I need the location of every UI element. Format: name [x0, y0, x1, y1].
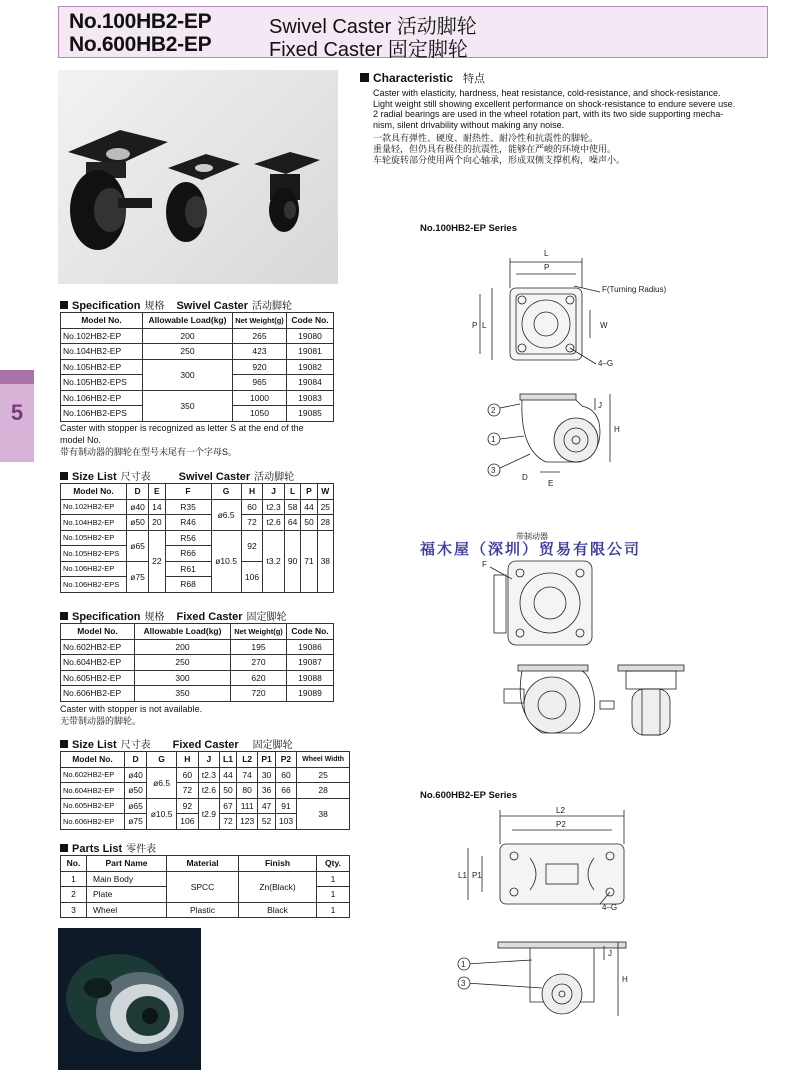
- table-cell: ø50: [127, 515, 149, 531]
- table-cell: 123: [236, 814, 258, 830]
- table-cell: R56: [165, 530, 211, 546]
- label-turning-radius: F(Turning Radius): [602, 285, 667, 294]
- table-row: [61, 499, 334, 515]
- table-cell: 2: [61, 887, 87, 903]
- series1-title: No.100HB2-EP Series: [420, 223, 517, 234]
- label-4G-fixed: 4–G: [602, 903, 618, 912]
- spec-swivel-title-cn: 规格: [144, 301, 165, 312]
- table-cell: t2.6: [198, 783, 220, 799]
- table-cell: 90: [284, 530, 300, 592]
- characteristic-title: [360, 70, 485, 86]
- table-header: Wheel Width: [297, 752, 350, 768]
- table-cell: 200: [135, 639, 231, 655]
- table-cell: 71: [301, 530, 317, 592]
- table-cell: Plastic: [167, 902, 239, 918]
- table-cell: 423: [233, 344, 287, 360]
- spec-swivel-sub-cn: 活动脚轮: [252, 301, 293, 312]
- table-cell: ø10.5: [147, 798, 177, 829]
- table-cell: 14: [149, 499, 165, 515]
- table-cell: 250: [143, 344, 233, 360]
- spec-fixed-title-text: Specification: [72, 611, 141, 623]
- table-row: [61, 515, 334, 531]
- table-cell: ø50: [125, 783, 147, 799]
- parts-table: [60, 855, 350, 918]
- dim-L1: L1: [458, 871, 467, 880]
- table-cell: 74: [236, 767, 258, 783]
- table-cell: 270: [231, 655, 287, 671]
- table-cell: 72: [177, 783, 199, 799]
- table-cell: 350: [143, 390, 233, 421]
- size-fixed-title-text: Size List: [72, 739, 117, 751]
- table-header: L1: [220, 752, 237, 768]
- table-cell: 19086: [287, 639, 334, 655]
- spec-fixed-table: [60, 623, 334, 702]
- characteristic-title-text: Characteristic: [373, 71, 454, 85]
- table-cell: 3: [61, 902, 87, 918]
- table-cell: 38: [297, 798, 350, 829]
- table-cell: 1050: [233, 406, 287, 422]
- table-cell: 92: [241, 530, 263, 561]
- dim-L-vertical: L: [482, 321, 487, 330]
- table-cell: No.106HB2-EPS: [61, 406, 143, 422]
- table-cell: 50: [220, 783, 237, 799]
- characteristic-cn-line: 一款具有弹性、硬度、耐热性、耐冷性和抗震性的脚轮。: [373, 133, 599, 144]
- chapter-tab-accent: [0, 370, 34, 384]
- table-header: H: [241, 484, 263, 500]
- size-swivel-sub: Swivel Caster: [178, 471, 251, 483]
- table-cell: R66: [165, 546, 211, 562]
- table-cell: 19088: [287, 670, 334, 686]
- table-cell: No.602HB2-EP: [61, 767, 125, 783]
- wheel-photo: [58, 928, 201, 1070]
- dim-J-fixed: J: [608, 949, 612, 958]
- table-cell: 1: [317, 902, 350, 918]
- table-cell: No.102HB2-EP: [61, 328, 143, 344]
- table-cell: 72: [220, 814, 237, 830]
- table-cell: No.104HB2-EP: [61, 344, 143, 360]
- spec-swivel-table: [60, 312, 334, 422]
- table-header: Model No.: [61, 484, 127, 500]
- note-line: 无带制动器的脚轮。: [60, 716, 142, 726]
- table-cell: 47: [258, 798, 275, 814]
- dim-H-fixed: H: [622, 975, 628, 984]
- series2-title: No.600HB2-EP Series: [420, 790, 517, 801]
- table-cell: No.106HB2-EP: [61, 561, 127, 577]
- table-row: [61, 344, 334, 360]
- table-header: Model No.: [61, 624, 135, 640]
- model-title-fixed: No.600HB2-EP: [69, 33, 212, 56]
- table-row: [61, 783, 350, 799]
- characteristic-text: [373, 88, 773, 165]
- table-header: P: [301, 484, 317, 500]
- table-header: E: [149, 484, 165, 500]
- table-cell: 1: [61, 871, 87, 887]
- table-header: No.: [61, 856, 87, 872]
- table-cell: 60: [275, 767, 297, 783]
- table-cell: 111: [236, 798, 258, 814]
- table-header: Model No.: [61, 752, 125, 768]
- callout-3: 3: [491, 466, 496, 475]
- table-header: G: [211, 484, 241, 500]
- size-fixed-title-cn: 尺寸表: [120, 740, 151, 751]
- table-cell: No.106HB2-EPS: [61, 577, 127, 593]
- title-banner: [58, 6, 768, 61]
- table-cell: 19085: [287, 406, 334, 422]
- table-header: G: [147, 752, 177, 768]
- table-cell: R35: [165, 499, 211, 515]
- table-cell: No.604HB2-EP: [61, 655, 135, 671]
- table-cell: 1: [317, 887, 350, 903]
- table-row: [61, 328, 334, 344]
- callout-3-fixed: 3: [461, 979, 466, 988]
- table-cell: 25: [297, 767, 350, 783]
- label-4G: 4–G: [598, 359, 614, 368]
- dim-F-stopper: F: [482, 560, 487, 569]
- wheel-photo-image: [58, 928, 201, 1070]
- table-cell: t2.3: [263, 499, 285, 515]
- table-header: Net Weight(g): [233, 313, 287, 329]
- table-cell: No.604HB2-EP: [61, 783, 125, 799]
- callout-1-fixed: 1: [461, 960, 466, 969]
- table-cell: 195: [231, 639, 287, 655]
- dim-L2: L2: [556, 806, 565, 815]
- dim-H: H: [614, 425, 620, 434]
- table-cell: 66: [275, 783, 297, 799]
- table-cell: R46: [165, 515, 211, 531]
- table-cell: 60: [241, 499, 263, 515]
- table-cell: 300: [135, 670, 231, 686]
- table-row: [61, 902, 350, 918]
- spec-fixed-note: [60, 703, 340, 727]
- table-cell: ø65: [125, 798, 147, 814]
- table-header: P1: [258, 752, 275, 768]
- spec-swivel-sub: Swivel Caster: [176, 300, 249, 312]
- characteristic-cn-line: 重量轻，但仍具有极佳的抗震性，能够在严峻的环境中使用。: [373, 143, 617, 154]
- table-row: [61, 670, 334, 686]
- product-photo: [58, 70, 338, 284]
- table-cell: 28: [317, 515, 333, 531]
- table-cell: 72: [241, 515, 263, 531]
- table-cell: 25: [317, 499, 333, 515]
- table-header: P2: [275, 752, 297, 768]
- fixed-drawing: [450, 804, 700, 1034]
- table-cell: 300: [143, 359, 233, 390]
- table-cell: 58: [284, 499, 300, 515]
- spec-fixed-title-cn: 规格: [144, 612, 165, 623]
- parts-title-cn: 零件表: [126, 844, 157, 855]
- dim-P1: P1: [472, 871, 482, 880]
- table-cell: 52: [258, 814, 275, 830]
- table-cell: 620: [231, 670, 287, 686]
- table-header: F: [165, 484, 211, 500]
- table-cell: Black: [239, 902, 317, 918]
- table-header: Part Name: [87, 856, 167, 872]
- model-title-swivel: No.100HB2-EP: [69, 10, 212, 33]
- table-cell: t3.2: [263, 530, 285, 592]
- table-cell: ø75: [125, 814, 147, 830]
- table-cell: 19080: [287, 328, 334, 344]
- table-header: Material: [167, 856, 239, 872]
- callout-2: 2: [491, 406, 496, 415]
- size-swivel-sub-cn: 活动脚轮: [254, 472, 295, 483]
- table-cell: 19084: [287, 375, 334, 391]
- dim-L: L: [544, 249, 549, 258]
- size-fixed-title: [60, 736, 293, 751]
- table-header: W: [317, 484, 333, 500]
- table-cell: 19081: [287, 344, 334, 360]
- table-header: Allowable Load(kg): [135, 624, 231, 640]
- product-photo-casters: [58, 70, 338, 284]
- table-cell: No.106HB2-EP: [61, 390, 143, 406]
- table-row: [61, 767, 350, 783]
- callout-1: 1: [491, 435, 496, 444]
- table-header: Qty.: [317, 856, 350, 872]
- characteristic-en-line: Caster with elasticity, hardness, heat resistance, cold-resistance, and shock-resistance.: [373, 88, 721, 98]
- table-header: J: [198, 752, 220, 768]
- table-cell: No.102HB2-EP: [61, 499, 127, 515]
- table-cell: Main Body: [87, 871, 167, 887]
- characteristic-en-line: nism, silent drivability without making any noise.: [373, 119, 565, 130]
- table-header: Net Weight(g): [231, 624, 287, 640]
- characteristic-cn-line: 车轮旋转部分使用两个向心轴承，形成双侧支撑机构，噪声小。: [373, 154, 626, 165]
- table-cell: No.104HB2-EP: [61, 515, 127, 531]
- table-cell: R68: [165, 577, 211, 593]
- note-line: Caster with stopper is not available.: [60, 704, 203, 714]
- table-header: Allowable Load(kg): [143, 313, 233, 329]
- table-cell: 38: [317, 530, 333, 592]
- size-swivel-title-cn: 尺寸表: [120, 472, 151, 483]
- note-line: 带有制动器的脚轮在型号末尾有一个字母S。: [60, 447, 238, 457]
- table-cell: 20: [149, 515, 165, 531]
- chapter-number: 5: [10, 400, 24, 425]
- size-swivel-title-text: Size List: [72, 471, 117, 483]
- name-title-swivel: Swivel Caster 活动脚轮: [269, 16, 477, 38]
- table-row: [61, 798, 350, 814]
- table-cell: SPCC: [167, 871, 239, 902]
- table-cell: No.606HB2-EP: [61, 686, 135, 702]
- spec-swivel-note: [60, 422, 340, 458]
- table-cell: No.105HB2-EPS: [61, 375, 143, 391]
- table-cell: No.105HB2-EP: [61, 530, 127, 546]
- table-row: [61, 655, 334, 671]
- table-cell: ø6.5: [211, 499, 241, 530]
- table-header: Code No.: [287, 313, 334, 329]
- table-cell: 67: [220, 798, 237, 814]
- table-row: [61, 639, 334, 655]
- table-row: [61, 530, 334, 546]
- dim-W: W: [600, 321, 608, 330]
- table-cell: 250: [135, 655, 231, 671]
- size-swivel-table: [60, 483, 334, 593]
- size-swivel-title: [60, 468, 294, 483]
- table-cell: 265: [233, 328, 287, 344]
- table-cell: 1000: [233, 390, 287, 406]
- spec-fixed-sub: Fixed Caster: [176, 611, 243, 623]
- table-cell: 106: [177, 814, 199, 830]
- table-header: H: [177, 752, 199, 768]
- table-cell: 19089: [287, 686, 334, 702]
- table-cell: 44: [220, 767, 237, 783]
- table-cell: 80: [236, 783, 258, 799]
- table-cell: Wheel: [87, 902, 167, 918]
- parts-title: [60, 840, 156, 855]
- table-cell: t2.6: [263, 515, 285, 531]
- table-cell: Plate: [87, 887, 167, 903]
- table-cell: ø65: [127, 530, 149, 561]
- table-cell: 60: [177, 767, 199, 783]
- table-cell: Zn(Black): [239, 871, 317, 902]
- table-header: Model No.: [61, 313, 143, 329]
- table-header: D: [127, 484, 149, 500]
- dim-D: D: [522, 473, 528, 482]
- swivel-drawing: [450, 240, 690, 500]
- table-cell: 44: [301, 499, 317, 515]
- table-cell: No.602HB2-EP: [61, 639, 135, 655]
- size-fixed-sub-cn: 固定脚轮: [252, 740, 293, 751]
- table-cell: 28: [297, 783, 350, 799]
- table-header: J: [263, 484, 285, 500]
- spec-swivel-title: [60, 297, 292, 312]
- dim-J: J: [598, 401, 602, 410]
- table-cell: 200: [143, 328, 233, 344]
- table-cell: 36: [258, 783, 275, 799]
- characteristic-title-cn: 特点: [463, 73, 486, 85]
- table-header: Finish: [239, 856, 317, 872]
- table-cell: ø75: [127, 561, 149, 592]
- table-cell: t2.9: [198, 798, 220, 829]
- table-cell: 1: [317, 871, 350, 887]
- table-cell: 965: [233, 375, 287, 391]
- spec-fixed-sub-cn: 固定脚轮: [246, 612, 287, 623]
- table-cell: 350: [135, 686, 231, 702]
- table-cell: 106: [241, 561, 263, 592]
- table-cell: t2.3: [198, 767, 220, 783]
- table-cell: 30: [258, 767, 275, 783]
- table-cell: R61: [165, 561, 211, 577]
- spec-fixed-title: [60, 608, 287, 623]
- characteristic-en-line: Light weight still showing excellent performance on shock-resistance to endure severe use.: [373, 98, 736, 109]
- dim-E: E: [548, 479, 554, 488]
- watermark: 福木屋（深圳）贸易有限公司: [420, 541, 642, 558]
- size-fixed-table: [60, 751, 350, 830]
- dim-P-vertical: P: [472, 321, 478, 330]
- table-row: [61, 686, 334, 702]
- table-cell: No.105HB2-EP: [61, 359, 143, 375]
- table-header: Code No.: [287, 624, 334, 640]
- table-header: D: [125, 752, 147, 768]
- table-cell: No.105HB2-EPS: [61, 546, 127, 562]
- table-cell: 92: [177, 798, 199, 814]
- table-cell: ø40: [125, 767, 147, 783]
- with-stopper-label: 带制动器: [516, 532, 548, 541]
- table-cell: 91: [275, 798, 297, 814]
- name-title-fixed: Fixed Caster 固定脚轮: [269, 39, 468, 61]
- spec-swivel-title-text: Specification: [72, 300, 141, 312]
- table-cell: No.606HB2-EP: [61, 814, 125, 830]
- characteristic-en-line: 2 radial bearings are used in the wheel rotation part, with its two side supporting mecha-: [373, 109, 724, 120]
- table-cell: No.605HB2-EP: [61, 798, 125, 814]
- table-header: L: [284, 484, 300, 500]
- table-row: [61, 359, 334, 375]
- table-cell: 720: [231, 686, 287, 702]
- table-row: [61, 871, 350, 887]
- table-cell: 19087: [287, 655, 334, 671]
- table-cell: ø40: [127, 499, 149, 515]
- table-cell: 920: [233, 359, 287, 375]
- table-header: L2: [236, 752, 258, 768]
- note-line: Caster with stopper is recognized as letter S at the end of the: [60, 423, 304, 433]
- size-fixed-sub: Fixed Caster: [172, 739, 239, 751]
- parts-title-text: Parts List: [72, 843, 123, 855]
- table-row: [61, 390, 334, 406]
- dim-P2: P2: [556, 820, 566, 829]
- note-line: model No.: [60, 435, 102, 445]
- table-cell: 50: [301, 515, 317, 531]
- table-cell: 103: [275, 814, 297, 830]
- table-cell: 19082: [287, 359, 334, 375]
- table-cell: ø6.5: [147, 767, 177, 798]
- stopper-drawing: [470, 555, 770, 750]
- table-cell: No.605HB2-EP: [61, 670, 135, 686]
- table-cell: 64: [284, 515, 300, 531]
- table-cell: 22: [149, 530, 165, 592]
- table-cell: 19083: [287, 390, 334, 406]
- table-cell: ø10.5: [211, 530, 241, 592]
- dim-P: P: [544, 263, 550, 272]
